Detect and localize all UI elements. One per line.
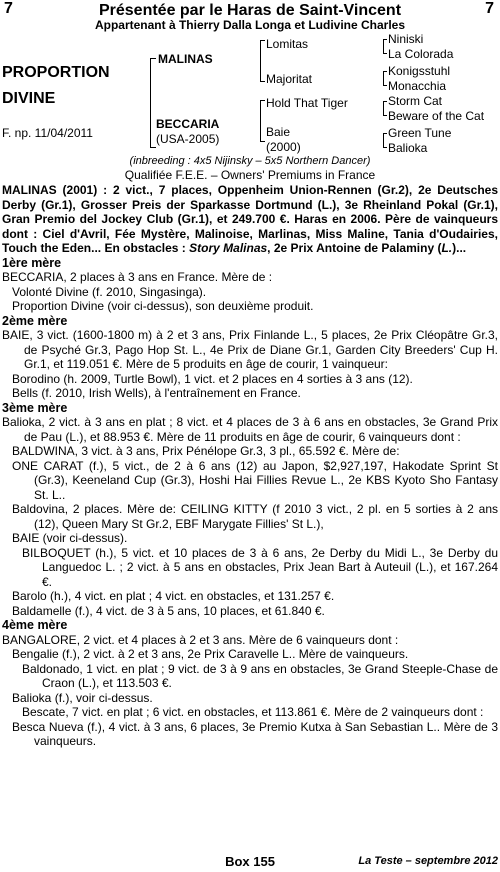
pedigree-tick — [150, 58, 156, 59]
first-dam-produce-1: Volonté Divine (f. 2010, Singasinga). — [12, 284, 207, 299]
owner-line: Appartenant à Thierry Dalla Longa et Ludivine Charles — [94, 18, 406, 32]
pedigree-bracket-5 — [383, 71, 384, 85]
pedigree-bracket-1 — [150, 58, 151, 148]
pedigree-tick — [383, 115, 387, 116]
gen4-la-colorada: La Colorada — [388, 47, 454, 61]
second-dam-produce-2: Bells (f. 2010, Irish Wells), à l'entraînement en France. — [12, 386, 301, 400]
presenter-title: Présentée par le Haras de Saint-Vincent — [98, 2, 402, 19]
pedigree-tick — [383, 101, 387, 102]
pedigree-tick — [383, 133, 387, 134]
pedigree-tick — [383, 53, 387, 54]
lot-number-left: 7 — [4, 0, 13, 17]
third-dam-produce-bilboquet: BILBOQUET (h.), 5 vict. et 10 places de 3 à 6 ans, 2e Derby du Midi L., 3e Derby du Languedoc L. ; 2 vict. à 5 ans en obstacles, Prix Jean Bart à Auteuil (L.), et 167.264 €. — [22, 545, 498, 589]
fourth-dam-produce-bengalie: Bengalie (f.), 2 vict. à 2 et 3 ans, 2e Prix Caravelle L.. Mère de vainqueurs. — [12, 647, 409, 661]
gen3-baie: Baie — [266, 125, 291, 139]
second-dam-record: BAIE, 3 vict. (1600-1800 m) à 2 et 3 ans, Prix Finlande L., 5 places, 2e Prix Cléopâtre Gr.3, de Psyché Gr.3, Pago Hop St. L., 4e Prix de Diane Gr.1, Garden City Breeders' Cup H. Gr.1, et 119.051 €. Mère de 5 produits en âge de courir, 1 vainqueur: — [2, 328, 498, 371]
gen4-niniski: Niniski — [388, 32, 424, 46]
fourth-dam-produce-bescate: Bescate, 7 vict. en plat ; 6 vict. en obstacles, et 113.861 €. Mère de 2 vainqueurs dont : — [22, 705, 484, 719]
pedigree-bracket-2 — [260, 40, 261, 82]
catalogue-body — [2, 183, 498, 749]
third-dam-heading: 3ème mère — [2, 400, 68, 415]
pedigree-bracket-3 — [260, 100, 261, 142]
third-dam-produce-baldwina: BALDWINA, 3 vict. à 3 ans, Prix Pénélope Gr.3, 3 pl., 65.592 €. Mère de: — [12, 444, 400, 458]
third-dam-grandproduce-baldovina: Baldovina, 2 places. Mère de: CEILING KITTY (f 2010 3 vict., 2 pl. en 5 sorties à 2 ans (12), Queen Mary St Gr.2, EBF Marygate Fillies' St L.), — [12, 502, 498, 531]
pedigree-tick — [383, 71, 387, 72]
box-number: Box 155 — [225, 854, 275, 869]
sire-name: MALINAS — [158, 52, 213, 66]
gen3-majoritat: Majoritat — [266, 72, 313, 86]
sire-record-text-3: )... — [452, 241, 467, 255]
pedigree-bracket-6 — [383, 101, 384, 115]
qualification-note: Qualifiée F.E.E. – Owners' Premiums in France — [124, 168, 376, 182]
fourth-dam-record: BANGALORE, 2 vict. et 4 places à 2 et 3 ans. Mère de 6 vainqueurs dont : — [2, 632, 399, 647]
gen4-balioka: Balioka — [388, 141, 428, 155]
pedigree-bracket-7 — [383, 133, 384, 147]
first-dam-record: BECCARIA, 2 places à 3 ans en France. Mère de : — [2, 270, 273, 284]
second-dam-produce-1: Borodino (h. 2009, Turtle Bowl), 1 vict. et 2 places en 4 sorties à 3 ans (12). — [12, 371, 413, 386]
fourth-dam-produce-balioka: Balioka (f.), voir ci-dessus. — [12, 690, 153, 705]
pedigree-tick — [383, 39, 387, 40]
pedigree-tick — [260, 141, 265, 142]
dam-note: (USA-2005) — [156, 132, 220, 146]
gen3-hold-that-tiger: Hold That Tiger — [266, 96, 348, 110]
third-dam-produce-baie: BAIE (voir ci-dessus). — [12, 531, 128, 545]
horse-name-line1: PROPORTION — [2, 64, 110, 81]
fourth-dam-heading: 4ème mère — [2, 618, 68, 632]
lot-number-right: 7 — [485, 0, 494, 17]
third-dam-grandproduce-one-carat: ONE CARAT (f.), 5 vict., de 2 à 6 ans (12) au Japon, $2,927,197, Hakodate Sprint St (Gr.3), Keeneland Cup (Gr.3), Hoshi Hai Fillies Revue L., 2e KBS Kyoto Sho Fantasy St. L.. — [12, 458, 498, 502]
dam-name: BECCARIA — [156, 117, 220, 131]
sire-record-italic-2: L. — [441, 241, 453, 255]
sale-name: La Teste – septembre 2012 — [358, 855, 498, 867]
sire-record-italic: Story Malinas — [189, 241, 268, 255]
gen3-baie-year: (2000) — [266, 140, 301, 154]
gen4-storm-cat: Storm Cat — [388, 94, 443, 108]
pedigree-bracket-4 — [383, 39, 384, 53]
gen4-green-tune: Green Tune — [388, 126, 452, 140]
pedigree-tick — [260, 40, 265, 41]
pedigree-tick — [150, 147, 156, 148]
gen4-konigsstuhl: Konigsstuhl — [388, 64, 451, 78]
sire-record-text-2: , 2e Prix Antoine de Palaminy ( — [267, 241, 442, 255]
third-dam-record: Balioka, 2 vict. à 3 ans en plat ; 8 vict. et 4 places de 3 à 6 ans en obstacles, 3e Grand Prix de Pau (L.), et 88.953 €. Mère de 11 produits en âge de courir, 6 vainqueurs dont : — [2, 415, 498, 444]
fourth-dam-grandproduce-besca-nueva: Besca Nueva (f.), 4 vict. à 3 ans, 6 places, 3e Premio Kutxa à San Sebastian L.. Mère de 3 vainqueurs. — [12, 719, 498, 748]
gen3-lomitas: Lomitas — [266, 37, 309, 51]
first-dam-produce-2: Proportion Divine (voir ci-dessus), son deuxième produit. — [12, 299, 314, 313]
fourth-dam-produce-baldonado: Baldonado, 1 vict. en plat ; 9 vict. de 3 à 9 ans en obstacles, 3e Grand Steeple-Chase de Craon (L.), et 113.503 €. — [22, 661, 498, 690]
first-dam-heading: 1ère mère — [2, 255, 62, 270]
gen4-beware-of-the-cat: Beware of the Cat — [388, 109, 485, 123]
inbreeding-note: (inbreeding : 4x5 Nijinsky – 5x5 Northern Dancer) — [129, 155, 371, 167]
horse-info: F. np. 11/04/2011 — [2, 126, 93, 140]
pedigree-tick — [383, 85, 387, 86]
third-dam-produce-barolo: Barolo (h.), 4 vict. en plat ; 4 vict. en obstacles, et 131.257 €. — [12, 589, 335, 603]
pedigree-tick — [383, 147, 387, 148]
gen4-monacchia: Monacchia — [388, 79, 447, 93]
pedigree-tick — [260, 100, 265, 101]
pedigree-tick — [260, 81, 265, 82]
sire-record — [2, 183, 498, 256]
sire-record-text: MALINAS (2001) : 2 vict., 7 places, Oppenheim Union-Rennen (Gr.2), 2e Deutsches Derby (Gr.1), Grosser Preis der Sparkasse Dortmund (L.), 3e Rheinland Pokal (Gr.1), Gran Premio del Jockey Club (Gr.1), et 249.700 €. Haras en 2006. Père de vainqueurs dont : Ciel d'Avril, Fée Mystère, Malinoise, Marlinas, Miss Maline, Tania d'Oudairies, Touch the Eden... En obstacles : — [2, 183, 498, 255]
second-dam-heading: 2ème mère — [2, 313, 68, 328]
third-dam-produce-baldamelle: Baldamelle (f.), 4 vict. de 3 à 5 ans, 10 places, et 61.840 €. — [12, 603, 325, 618]
horse-name-line2: DIVINE — [2, 90, 56, 107]
